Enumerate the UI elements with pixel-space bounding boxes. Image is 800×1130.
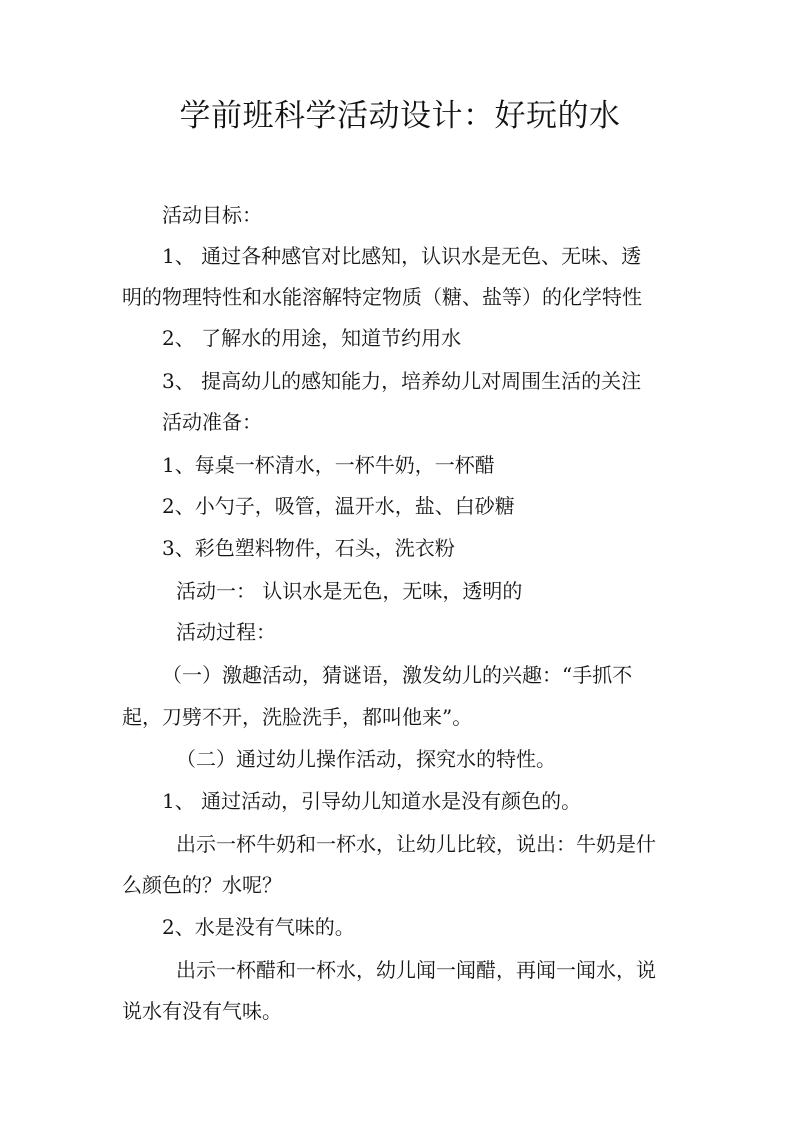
activity-one-heading: 活动一： 认识水是无色，无味，透明的 xyxy=(176,579,523,603)
preparation-3: 3、彩色塑料物件，石头，洗衣粉 xyxy=(162,536,455,560)
step-1: 1、 通过活动，引导幼儿知道水是没有颜色的。 xyxy=(162,789,582,813)
document-title: 学前班科学活动设计：好玩的水 xyxy=(179,98,621,134)
preparation-1: 1、每桌一杯清水，一杯牛奶，一杯醋 xyxy=(162,453,495,477)
process-part-2: （二）通过幼儿操作活动，探究水的特性。 xyxy=(176,747,556,771)
goal-1-line-1: 1、 通过各种感官对比感知，认识水是无色、无味、透 xyxy=(162,244,642,268)
heading-activity-preparation: 活动准备： xyxy=(162,410,262,434)
step-2: 2、水是没有气味的。 xyxy=(162,915,355,939)
step-2-detail-line-2: 说水有没有气味。 xyxy=(122,999,282,1023)
step-1-detail-line-2: 么颜色的？水呢？ xyxy=(122,873,282,897)
step-1-detail-line-1: 出示一杯牛奶和一杯水，让幼儿比较，说出：牛奶是什 xyxy=(176,832,656,856)
goal-3: 3、 提高幼儿的感知能力，培养幼儿对周围生活的关注 xyxy=(162,369,642,393)
process-part-1-line-2: 起，刀劈不开，洗脸洗手，都叫他来”。 xyxy=(122,705,473,729)
goal-2: 2、 了解水的用途，知道节约用水 xyxy=(162,326,462,350)
process-part-1-line-1: （一）激趣活动，猜谜语，激发幼儿的兴趣：“手抓不 xyxy=(162,663,633,687)
step-2-detail-line-1: 出示一杯醋和一杯水，幼儿闻一闻醋，再闻一闻水，说 xyxy=(176,958,656,982)
heading-activity-process: 活动过程： xyxy=(176,620,276,644)
preparation-2: 2、小勺子，吸管，温开水，盐、白砂糖 xyxy=(162,494,515,518)
heading-activity-goals: 活动目标： xyxy=(162,203,262,227)
goal-1-line-2: 明的物理特性和水能溶解特定物质（糖、盐等）的化学特性 xyxy=(122,285,642,309)
